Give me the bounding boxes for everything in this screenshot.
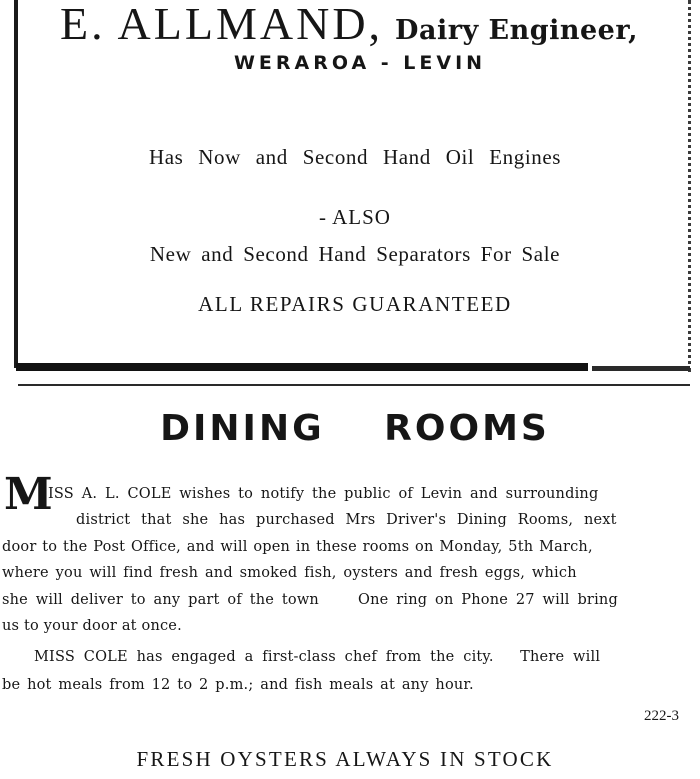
ad-footer-oysters: FRESH OYSTERS ALWAYS IN STOCK: [136, 747, 554, 771]
ad-border-bottom-right: [592, 366, 690, 371]
advertiser-name: E. ALLMAND,: [60, 0, 384, 49]
advertiser-title: Dairy Engineer,: [395, 15, 639, 46]
ad-text-also: - ALSO: [319, 205, 391, 229]
dining-rooms-title: DINING ROOMS: [160, 408, 550, 449]
body-line: us to your door at once.: [2, 618, 182, 634]
ad-border-bottom: [16, 363, 588, 371]
drop-cap: M: [4, 469, 53, 520]
body-line: ISS A. L. COLE wishes to notify the public of Levin and surrounding: [48, 486, 599, 502]
body-line: where you will find fresh and smoked fish, oysters and fresh eggs, which: [2, 565, 577, 581]
body-line: she will deliver to any part of the town One ring on Phone 27 will bring: [2, 592, 618, 608]
body-line: be hot meals from 12 to 2 p.m.; and fish meals at any hour.: [2, 677, 474, 693]
body-line: district that she has purchased Mrs Driver's Dining Rooms, next: [76, 512, 617, 528]
ad-text-separators: New and Second Hand Separators For Sale: [149, 242, 561, 266]
ad-text-repairs: ALL REPAIRS GUARANTEED: [198, 292, 512, 316]
body-line: MISS COLE has engaged a first-class chef from the city. There will: [34, 649, 601, 665]
advertiser-location: WERAROA - LEVIN: [233, 52, 487, 74]
ad-reference-number: 222-3: [644, 708, 679, 724]
ad-heading: [60, 0, 680, 48]
column-divider: [18, 384, 690, 386]
body-line: door to the Post Office, and will open in these rooms on Monday, 5th March,: [2, 539, 593, 555]
ad-text-oil-engines: Has Now and Second Hand Oil Engines: [148, 145, 562, 169]
